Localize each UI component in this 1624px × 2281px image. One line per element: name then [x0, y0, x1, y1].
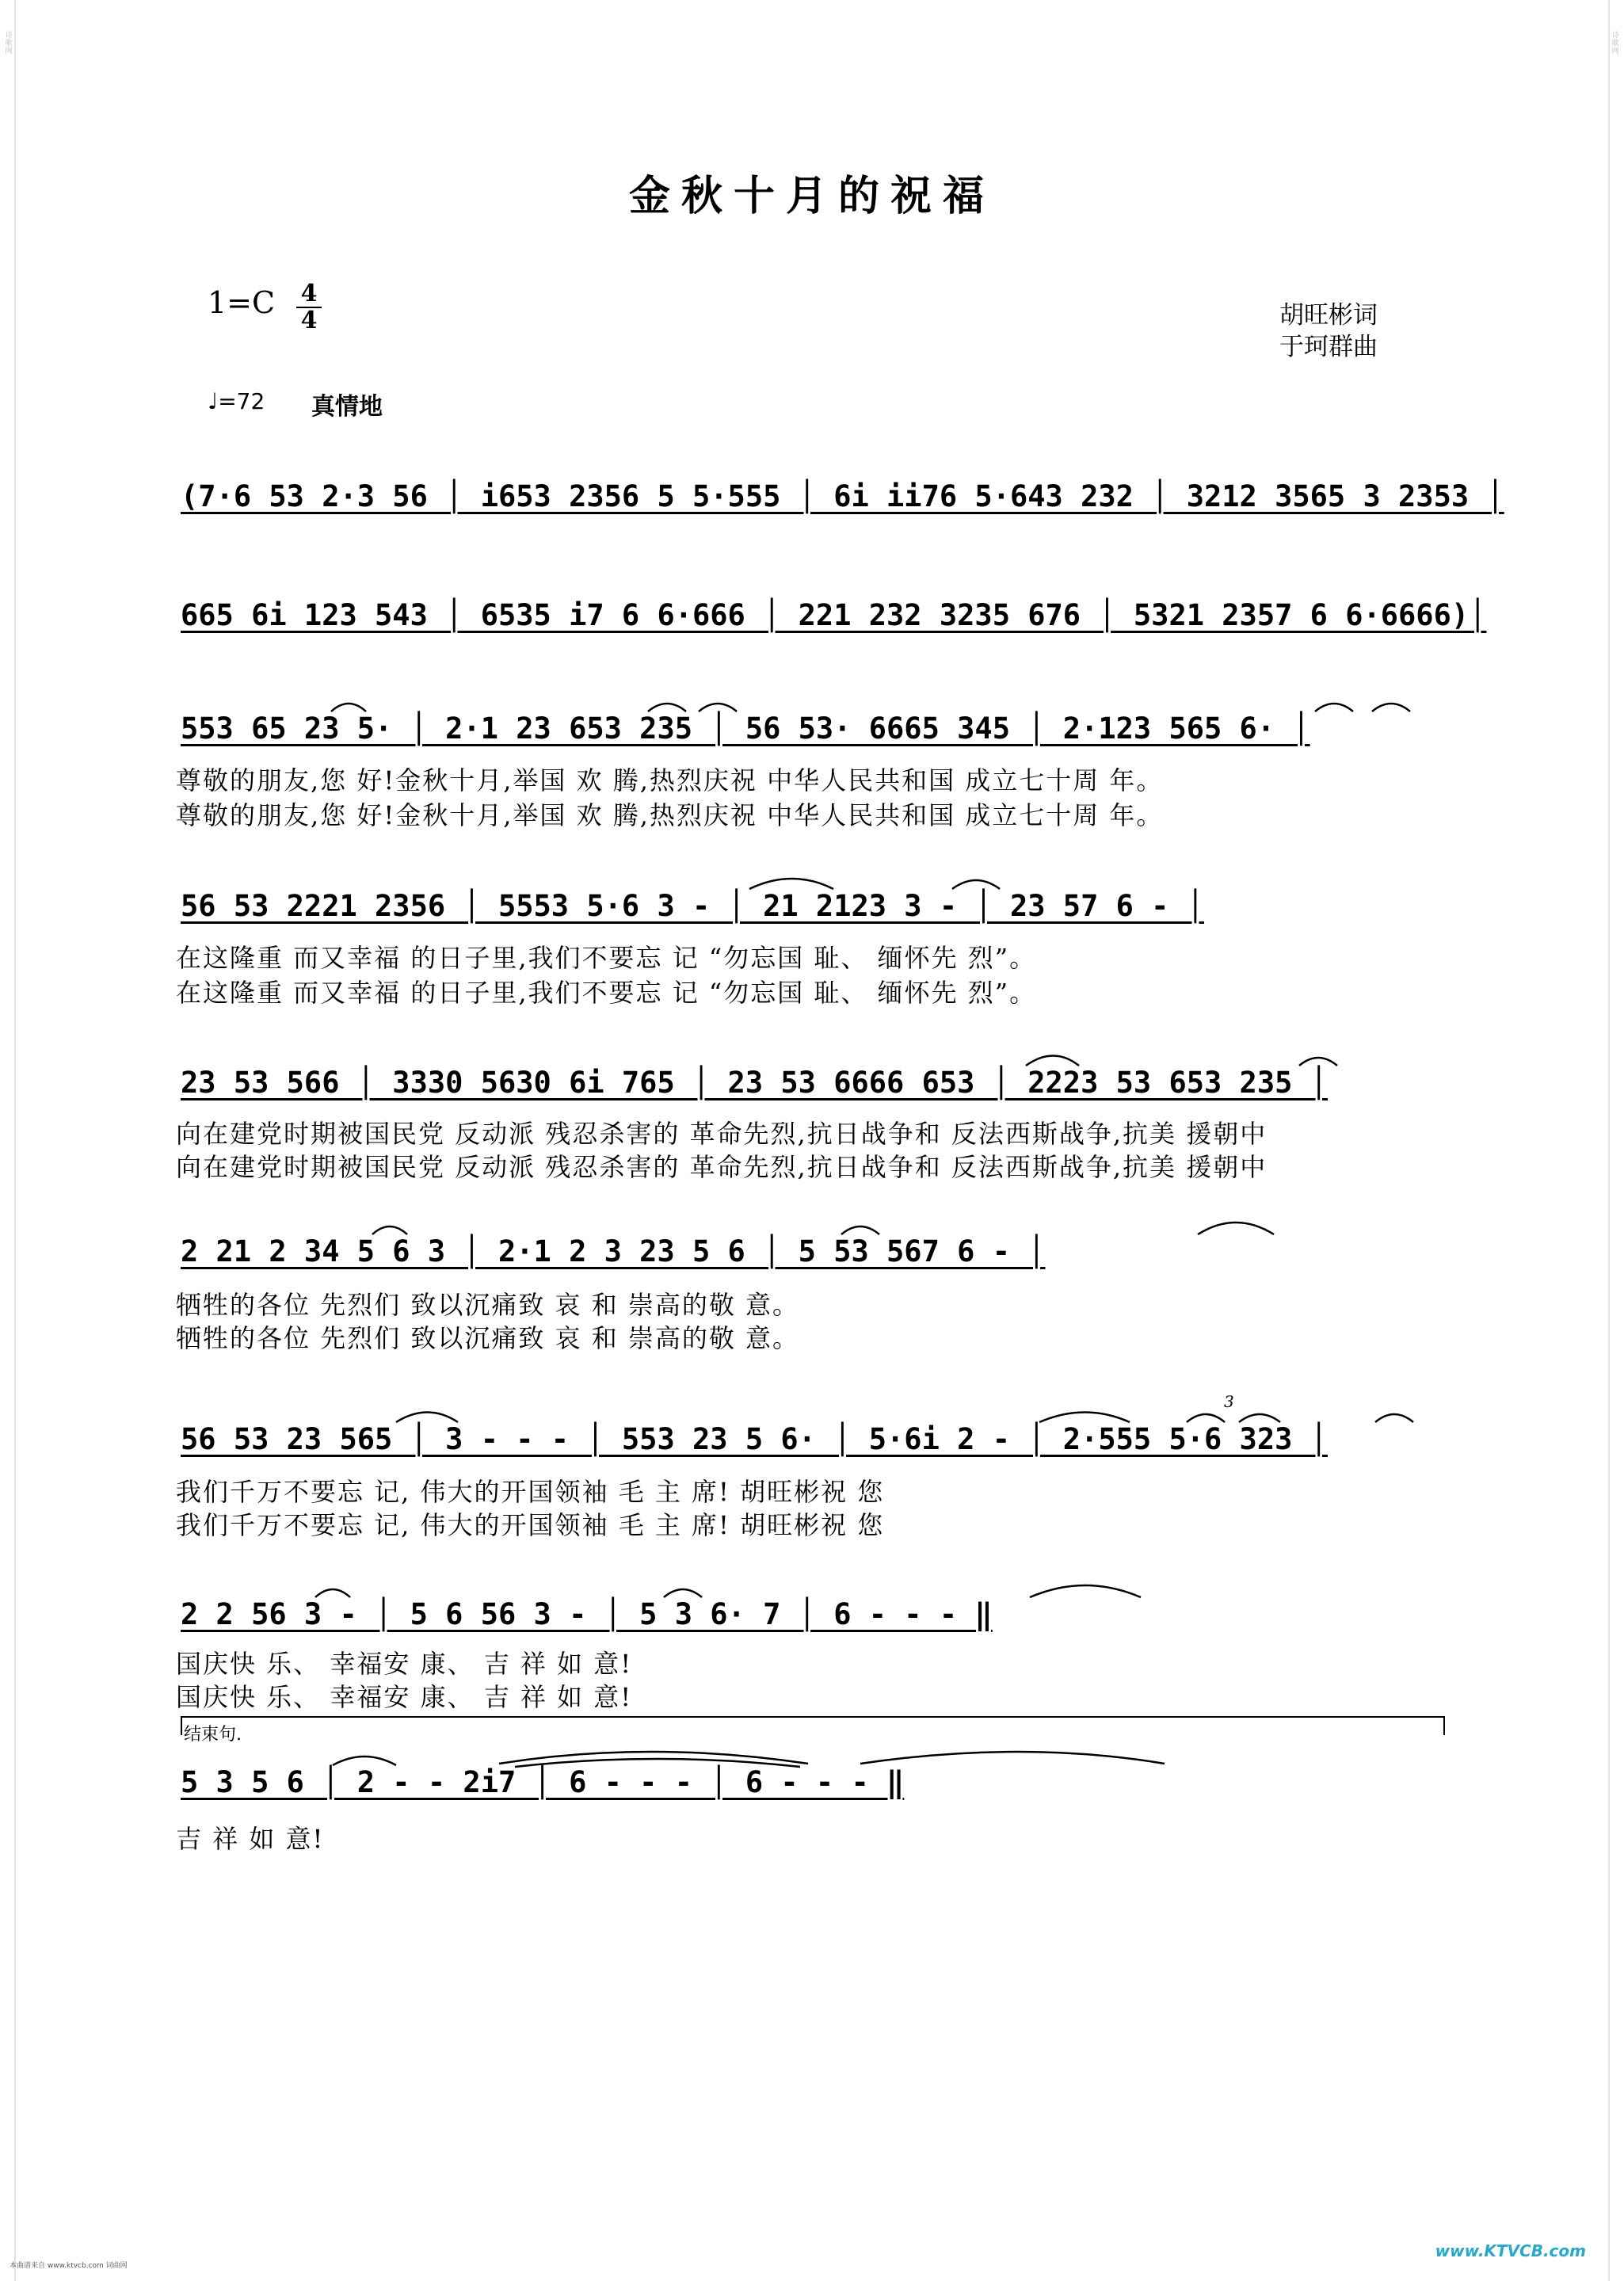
lyric-line: 尊敬的朋友,您 好!金秋十月,举国 欢 腾,热烈庆祝 中华人民共和国 成立七十周 年。 [176, 765, 1164, 795]
left-margin-rule [14, 0, 16, 2281]
slur-mark [860, 1752, 1165, 1764]
notation-line: 2 21 2 34 5 6 3 │ 2·1 2 3 23 5 6 │ 5 53 567 6 - │ [181, 1234, 1046, 1268]
slur-mark [664, 1589, 702, 1597]
slur-mark [515, 1759, 800, 1767]
slur-mark [499, 1752, 808, 1764]
slur-mark [648, 704, 686, 711]
slur-mark [1372, 704, 1410, 711]
lyric-line: 在这隆重 而又幸福 的日子里,我们不要忘 记 “勿忘国 耻、 缅怀先 烈”。 [176, 978, 1037, 1008]
slur-mark [1026, 1056, 1079, 1066]
right-margin-rule [1608, 0, 1610, 2281]
slur-mark [372, 1226, 407, 1234]
notation-line: 2 2 56 3 - │ 5 6 56 3 - │ 5 3 6· 7 │ 6 - - - ‖ [181, 1597, 993, 1631]
side-watermark: 诗歌网 [1611, 32, 1619, 55]
key-signature: 1=C [208, 285, 276, 320]
slur-mark [1187, 1414, 1225, 1422]
slur-mark [699, 704, 737, 711]
notation-line: 23 53 566 │ 3330 5630 6i 765 │ 23 53 6666 653 │ 2223 53 653 235 │ [181, 1066, 1328, 1100]
slur-mark [1030, 1585, 1141, 1597]
composer-credit: 于珂群曲 [1279, 333, 1378, 361]
lyricist-credit: 胡旺彬词 [1279, 301, 1378, 330]
notation-line: 56 53 2221 2356 │ 5553 5·6 3 - │ 21 2123 3 - │ 23 57 6 - │ [181, 889, 1205, 923]
slur-mark [1315, 704, 1353, 711]
notation-line: 5 3 5 6 │ 2 - - 2i7 │ 6 - - - │ 6 - - - ‖ [181, 1765, 905, 1799]
slur-mark [1039, 1413, 1130, 1423]
slur-mark [1299, 1058, 1337, 1066]
lyric-line: 牺牲的各位 先烈们 致以沉痛致 哀 和 崇高的敬 意。 [176, 1290, 800, 1320]
slur-mark [315, 1589, 350, 1597]
notation-line: 665 6i 123 543 │ 6535 i7 6 6·666 │ 221 232 3235 676 │ 5321 2357 6 6·6666)│ [181, 598, 1487, 632]
slur-mark [396, 1413, 458, 1423]
footer-source: 本曲谱来自 www.ktvcb.com 词曲网 [10, 2262, 128, 2270]
slur-mark [749, 879, 833, 889]
lyric-line: 牺牲的各位 先烈们 致以沉痛致 哀 和 崇高的敬 意。 [176, 1323, 800, 1353]
slur-mark [1239, 1414, 1280, 1422]
lyric-line: 我们千万不要忘 记, 伟大的开国领袖 毛 主 席! 胡旺彬祝 您 [176, 1477, 885, 1507]
notation-line: 553 65 23 5· │ 2·1 23 653 235 │ 56 53· 6665 345 │ 2·123 565 6· │ [181, 711, 1310, 746]
lyric-line: 在这隆重 而又幸福 的日子里,我们不要忘 记 “勿忘国 耻、 缅怀先 烈”。 [176, 943, 1037, 973]
slur-mark [952, 880, 1000, 889]
lyric-line: 吉 祥 如 意! [176, 1824, 325, 1854]
site-watermark: www.KTVCB.com [1435, 2241, 1586, 2260]
lyric-line: 国庆快 乐、 幸福安 康、 吉 祥 如 意! [176, 1649, 633, 1679]
slur-mark [841, 1226, 879, 1234]
lyric-line: 国庆快 乐、 幸福安 康、 吉 祥 如 意! [176, 1682, 633, 1712]
tempo-marking: ♩=72 [208, 388, 265, 414]
lyric-line: 向在建党时期被国民党 反动派 残忍杀害的 革命先烈,抗日战争和 反法西斯战争,抗美 援朝中 [176, 1119, 1268, 1149]
lyric-line: 我们千万不要忘 记, 伟大的开国领袖 毛 主 席! 胡旺彬祝 您 [176, 1510, 885, 1540]
side-watermark: 诗歌网 [5, 32, 13, 55]
slur-mark [1375, 1414, 1413, 1422]
notation-line: 56 53 23 565 │ 3 - - - │ 553 23 5 6· │ 5·6i 2 - │ 2·555 5·6 323 │ [181, 1422, 1328, 1456]
notation-line: (7·6 53 2·3 56 │ i653 2356 5 5·555 │ 6i ii76 5·643 232 │ 3212 3565 3 2353 │ [181, 479, 1504, 513]
time-signature-bottom: 4 [300, 307, 318, 334]
slur-mark [1198, 1223, 1274, 1234]
expression-marking: 真情地 [311, 393, 383, 421]
lyric-line: 向在建党时期被国民党 反动派 残忍杀害的 革命先烈,抗日战争和 反法西斯战争,抗美 援朝中 [176, 1152, 1268, 1182]
time-signature-top: 4 [300, 280, 318, 307]
slur-mark [333, 1757, 396, 1765]
song-title: 金秋十月的祝福 [628, 172, 995, 220]
triplet-mark: 3 [1224, 1392, 1234, 1411]
slur-mark [331, 704, 366, 711]
ending-label: 结束句. [184, 1725, 242, 1745]
lyric-line: 尊敬的朋友,您 好!金秋十月,举国 欢 腾,热烈庆祝 中华人民共和国 成立七十周 年。 [176, 800, 1164, 830]
